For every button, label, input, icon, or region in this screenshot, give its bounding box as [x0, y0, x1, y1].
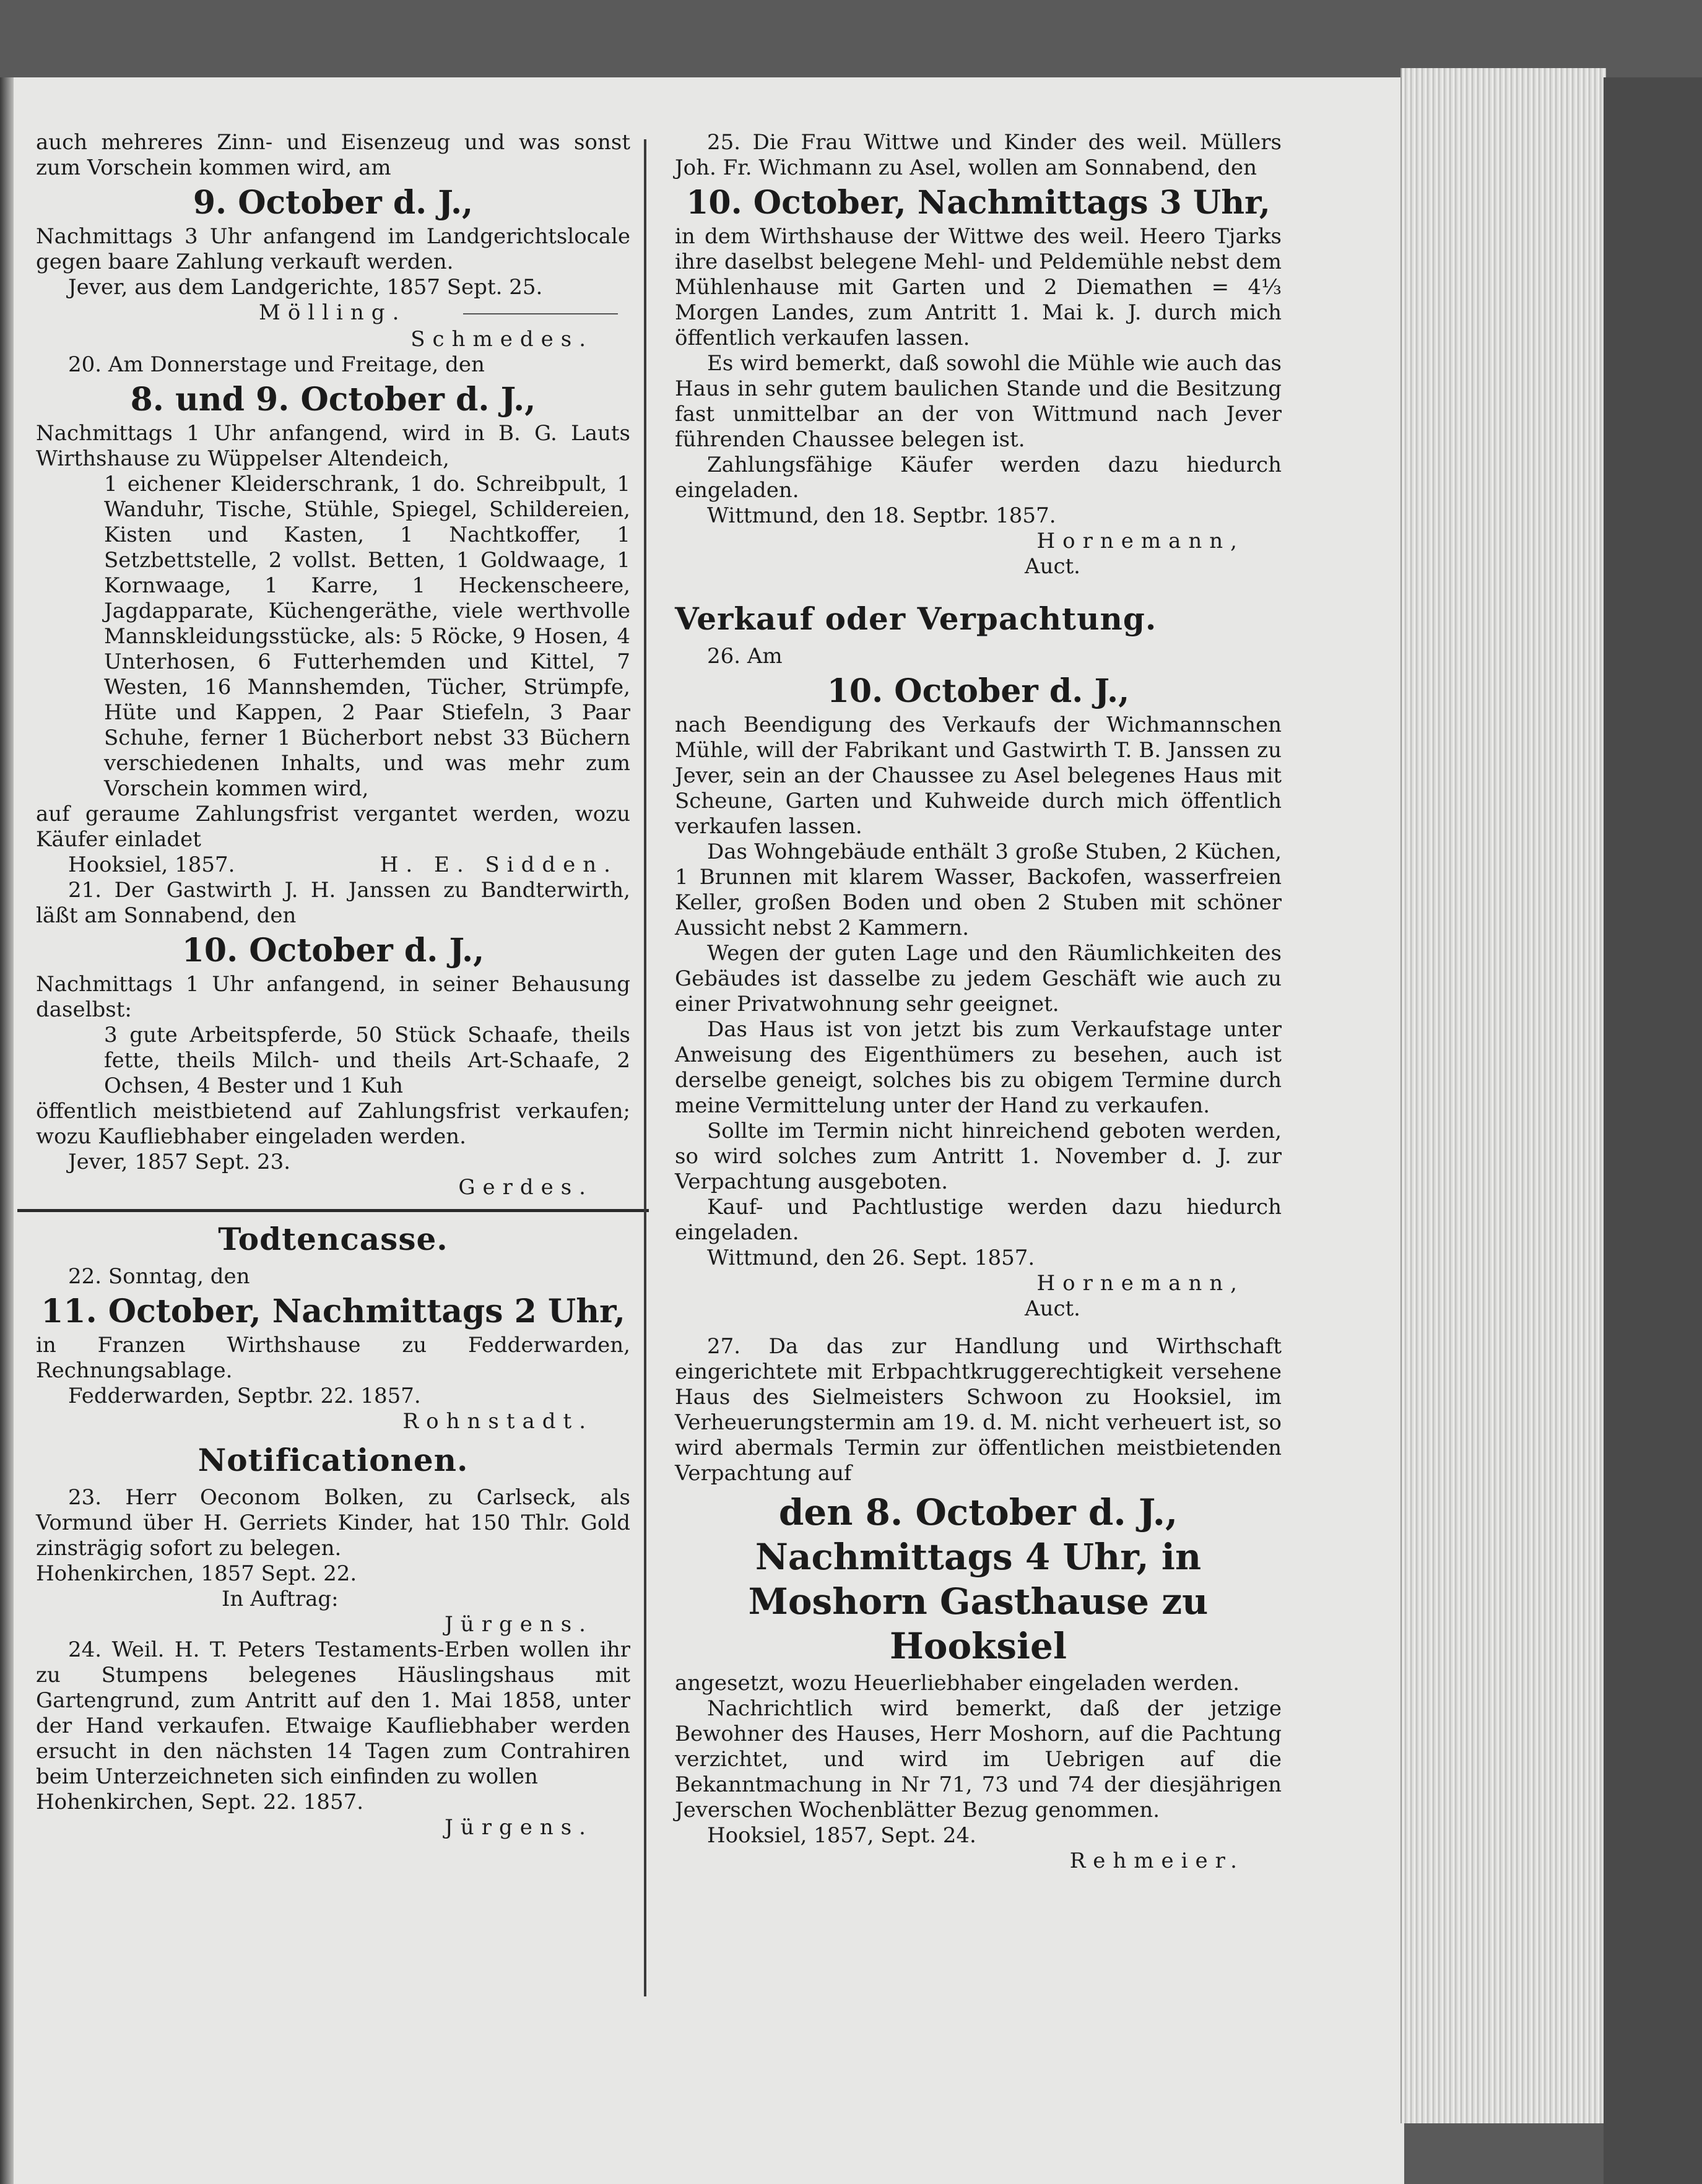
notice-text: 27. Da das zur Handlung und Wirthschaft eingerichtete mit Erbpachtkruggerechtigkeit versehene Haus des Sielmeisters Schwoon zu Hooksiel, im Verheuerungstermin am 19. d. M. nicht verheuert ist, so wird abermals Termin zur öffentlichen meistbietenden Verpachtung auf	[675, 1334, 1282, 1486]
text-line: auf geraume Zahlungsfrist vergantet werden, wozu Käufer einladet	[36, 802, 630, 852]
signature: Hornemann,	[1036, 1271, 1244, 1296]
book-cover-edge	[1604, 77, 1702, 2184]
text-line: in dem Wirthshause der Wittwe des weil. Heero Tjarks ihre daselbst belegene Mehl- und Peldemühle nebst dem Mühlenhause mit Garten und 2 Diemathen = 4⅓ Morgen Landes, zum Antritt 1. Mai k. J. durch mich öffentlich verkaufen lassen.	[675, 224, 1282, 350]
signature: Hornemann,	[1036, 529, 1244, 553]
item-list: 1 eichener Kleiderschrank, 1 do. Schreibpult, 1 Wanduhr, Tische, Stühle, Spiegel, Schildereien, Kisten und Kasten, 1 Nachtkoffer, 1 Setzbettstelle, 2 vollst. Betten, 1 Goldwaage, 1 Kornwaage, 1 Karre, 1 Heckenscheere, Jagdapparate, Küchengeräthe, viele werthvolle Mannskleidungsstücke, als: 5 Röcke, 9 Hosen, 4 Unterhosen, 6 Futterhemden und Kittel, 7 Westen, 16 Mannshemden, Tücher, Strümpfe, Hüte und Kappen, 2 Paar Stiefeln, 3 Paar Schuhe, ferner 1 Bücherbort nebst 33 Büchern verschiedenen Inhalts, und was mehr zum Vorschein kommen wird,	[104, 472, 630, 801]
text-line: Sollte im Termin nicht hinreichend geboten werden, so wird solches zum Antritt 1. November d. J. zur Verpachtung ausgeboten.	[675, 1119, 1282, 1194]
signature: Rehmeier.	[1069, 1848, 1244, 1873]
signature: Jürgens.	[445, 1815, 593, 1840]
date-heading: den 8. October d. J., Nachmittags 4 Uhr, in Moshorn Gasthause zu Hooksiel	[748, 1491, 1209, 1667]
newspaper-page	[0, 77, 1404, 2184]
text-line: Das Wohngebäude enthält 3 große Stuben, 2 Küchen, 1 Brunnen mit klarem Wasser, Backofen, wasserfreien Keller, großen Boden und oben 2 Stuben mit schöner Aussicht nebst 2 Kammern.	[675, 839, 1282, 940]
section-rule	[17, 1209, 649, 1212]
notice-number: 21. Der Gastwirth J. H. Janssen zu Bandterwirth, läßt am Sonnabend, den	[36, 878, 630, 928]
text-line: Hohenkirchen, Sept. 22. 1857.	[36, 1790, 364, 1814]
date-heading: 10. October, Nachmittags 3 Uhr,	[686, 184, 1270, 222]
date-heading: 11. October, Nachmittags 2 Uhr,	[41, 1293, 625, 1330]
text-line: Wittmund, den 18. Septbr. 1857.	[707, 503, 1056, 528]
section-heading: Todtencasse.	[218, 1221, 448, 1257]
text-line: Hohenkirchen, 1857 Sept. 22.	[36, 1561, 357, 1586]
section-heading: Notificationen.	[198, 1442, 469, 1478]
text-line: Zahlungsfähige Käufer werden dazu hiedurch eingeladen.	[675, 453, 1282, 503]
signature-title: Auct.	[1025, 1296, 1080, 1321]
text-line: Nachrichtlich wird bemerkt, daß der jetzige Bewohner des Hauses, Herr Moshorn, auf die Pachtung verzichtet, und wird im Uebrigen auf die Bekanntmachung in Nr 71, 73 und 74 der diesjährigen Jeverschen Wochenblätter Bezug genommen.	[675, 1696, 1282, 1822]
text-line: Jever, aus dem Landgerichte, 1857 Sept. 25.	[68, 275, 543, 300]
text-line: in Franzen Wirthshause zu Fedderwarden, Rechnungsablage.	[36, 1333, 630, 1383]
date-heading: 10. October d. J.,	[827, 672, 1130, 710]
text-line: Hooksiel, 1857, Sept. 24.	[707, 1823, 976, 1848]
signature: Schmedes.	[410, 327, 593, 352]
text-line: Es wird bemerkt, daß sowohl die Mühle wie auch das Haus in sehr gutem baulichen Stande und die Besitzung fast unmittelbar an der von Wittmund nach Jever führenden Chaussee belegen ist.	[675, 351, 1282, 452]
right-column	[675, 130, 1282, 2184]
notice-number: 20. Am Donnerstage und Freitage, den	[68, 352, 485, 377]
date-heading: 10. October d. J.,	[181, 932, 485, 969]
text-line: Nachmittags 1 Uhr anfangend, in seiner Behausung daselbst:	[36, 972, 630, 1022]
notice-text: 24. Weil. H. T. Peters Testaments-Erben wollen ihr zu Stumpens belegenes Häuslingshaus mit Gartengrund, zum Antritt auf den 1. Mai 1858, unter der Hand verkaufen. Etwaige Kaufliebhaber werden ersucht in den nächsten 14 Tagen zum Contrahiren beim Unterzeichneten sich einfinden zu wollen	[36, 1637, 630, 1789]
text-line: Wittmund, den 26. Sept. 1857.	[707, 1246, 1035, 1270]
notice-text: 25. Die Frau Wittwe und Kinder des weil. Müllers Joh. Fr. Wichmann zu Asel, wollen am Sonnabend, den	[675, 130, 1282, 180]
page-gutter-shadow	[0, 77, 14, 2184]
signature-title: Auct.	[1025, 554, 1080, 579]
signature: Rohnstadt.	[402, 1409, 593, 1434]
page-stack-edge	[1400, 68, 1606, 2123]
left-column	[36, 130, 630, 2184]
date-heading: 9. October d. J.,	[193, 184, 474, 222]
text-line: öffentlich meistbietend auf Zahlungsfrist verkaufen; wozu Kaufliebhaber eingeladen werden.	[36, 1099, 630, 1149]
notice-number: 26. Am	[707, 644, 783, 669]
text-line: Das Haus ist von jetzt bis zum Verkaufstage unter Anweisung des Eigenthümers zu besehen, auch ist derselbe geneigt, solches bis zu obigem Termine durch meine Vermittelung unter der Hand zu verkaufen.	[675, 1017, 1282, 1118]
column-divider	[644, 139, 646, 1996]
text-line: auch mehreres Zinn- und Eisenzeug und was sonst zum Vorschein kommen wird, am	[36, 130, 630, 180]
notice-number: 22. Sonntag, den	[68, 1264, 250, 1289]
signature: Mölling.	[259, 300, 407, 325]
text-line: Jever, 1857 Sept. 23.	[68, 1150, 291, 1174]
text-line: Nachmittags 3 Uhr anfangend im Landgerichtslocale gegen baare Zahlung verkauft werden.	[36, 224, 630, 274]
text-line: nach Beendigung des Verkaufs der Wichmannschen Mühle, will der Fabrikant und Gastwirth T. B. Janssen zu Jever, sein an der Chaussee zu Asel belegenes Haus mit Scheune, Garten und Kuhweide durch mich öffentlich verkaufen lassen.	[675, 713, 1282, 839]
date-heading: 8. und 9. October d. J.,	[130, 381, 536, 418]
text-line: Fedderwarden, Septbr. 22. 1857.	[68, 1384, 421, 1408]
signature: Gerdes.	[458, 1175, 593, 1200]
notice-text: 23. Herr Oeconom Bolken, zu Carlseck, als Vormund über H. Gerriets Kinder, hat 150 Thlr. Gold zinsträgig sofort zu belegen.	[36, 1485, 630, 1561]
short-rule	[463, 313, 618, 314]
text-line: Hooksiel, 1857.	[68, 852, 235, 877]
text-line: In Auftrag:	[222, 1587, 339, 1611]
place-signature-row	[36, 852, 630, 878]
item-list: 3 gute Arbeitspferde, 50 Stück Schaafe, theils fette, theils Milch- und theils Art-Schaafe, 2 Ochsen, 4 Bester und 1 Kuh	[104, 1023, 630, 1098]
text-line: angesetzt, wozu Heuerliebhaber eingeladen werden.	[675, 1671, 1240, 1696]
signature: H. E. Sidden.	[380, 852, 618, 877]
signature: Jürgens.	[445, 1612, 593, 1637]
text-line: Kauf- und Pachtlustige werden dazu hiedurch eingeladen.	[675, 1195, 1282, 1245]
section-heading: Verkauf oder Verpachtung.	[675, 600, 1157, 637]
text-line: Nachmittags 1 Uhr anfangend, wird in B. G. Lauts Wirthshause zu Wüppelser Altendeich,	[36, 421, 630, 471]
text-line: Wegen der guten Lage und den Räumlichkeiten des Gebäudes ist dasselbe zu jedem Geschäft wie auch zu einer Privatwohnung sehr geeignet.	[675, 941, 1282, 1016]
